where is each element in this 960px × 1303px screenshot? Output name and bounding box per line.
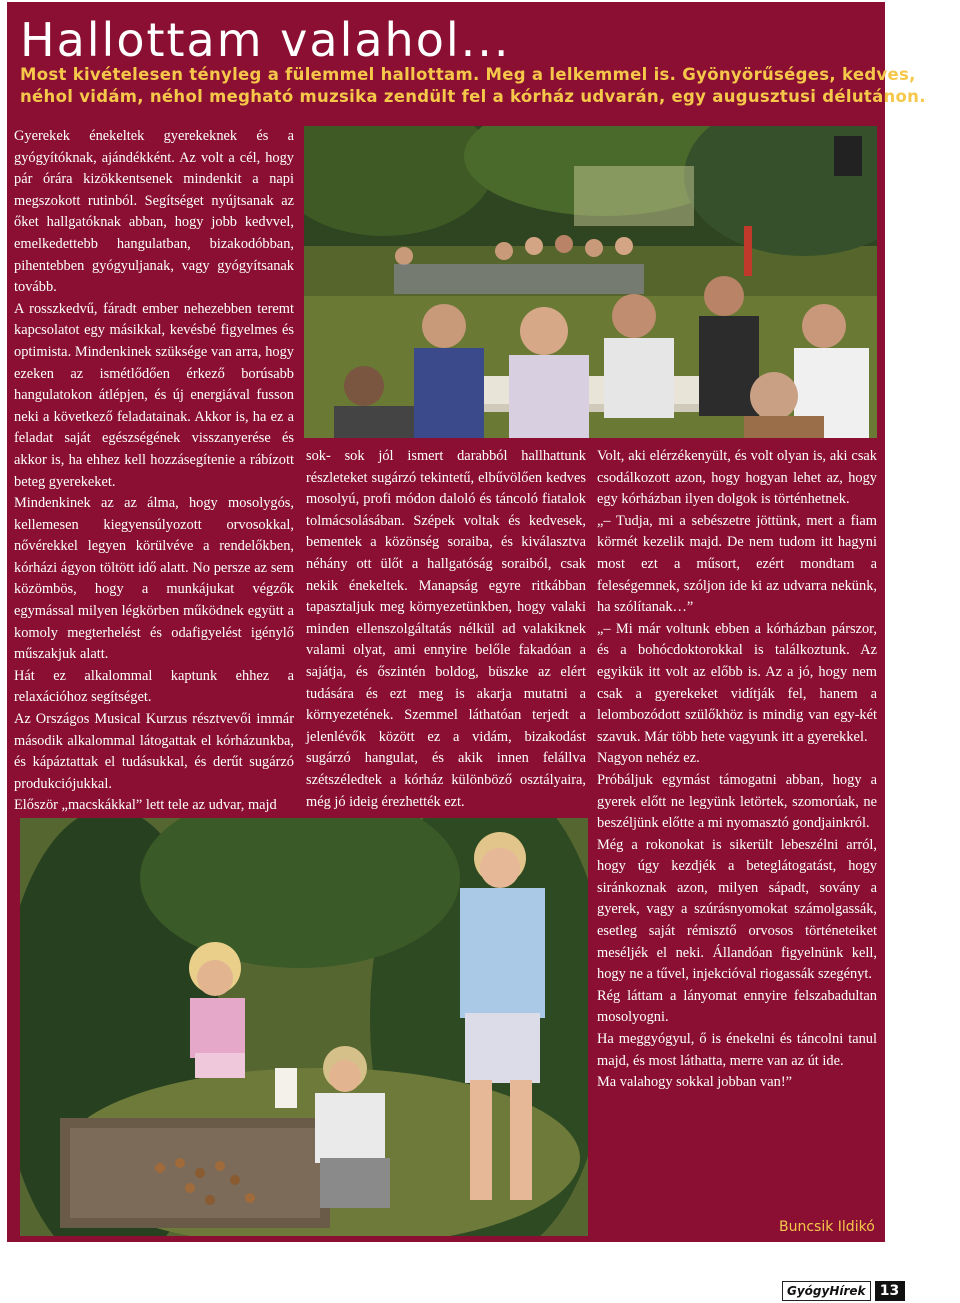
paragraph: Rég láttam a lányomat ennyire felszabadultan mosolyogni. — [597, 987, 877, 1026]
author-byline: Buncsik Ildikó — [779, 1219, 875, 1235]
paragraph: „– Mi már voltunk ebben a kórházban párszor, és a bohócdoktorokkal is találkoztunk. Az egyikük itt volt az előbb is. Az a jó, hogy nem csak a gyerekeket vidítják fel, hanem a lelombozódott szülőkhöz is mindig van egy-két szavuk. Már több hete vagyunk itt a gyerekkel. — [597, 620, 877, 745]
text-column-3 — [597, 446, 877, 1094]
page-number: 13 — [875, 1281, 905, 1301]
article-title: Hallottam valahol... — [20, 13, 511, 67]
paragraph: sok- sok jól ismert darabból hallhattunk részleteket sugárzó tekintetű, elbűvölően kedves mosolyú, profi módon daloló és táncoló fiatalok tolmácsolásában. Szépek voltak és kedvesek, bementek a közönség soraiba, és kiválasztva néhány ott ülőt a hallgatóság soraiból, csak nekik énekeltek. Manapság egyre ritkábban tapasztaljuk meg környezetünkben, hogy valaki minden ellenszolgáltatás nélkül ad valakiknek valami olyat, ami ennyire belőle fakadóan a sajátja, és őszintén boldog, büszke az elért tudására és ezt meg is akarja mutatni a környezetének. Szemmel láthatóan terjedt a jelenlévők között ez a vidám, bizakodást sugárzó hangulat, és akik innen felállva szétszéledtek a kórház különböző osztályaira, még jó ideig érezhették ezt. — [306, 448, 586, 810]
paragraph: A rosszkedvű, fáradt ember nehezebben teremt kapcsolatot egy másikkal, kevésbé figyelmes és optimista. Mindenkinek szüksége van arra, hogy ezeken az ismétlődően érkező borúsabb hangulatokon átlépjen, és új energiával fusson neki a következő feladatainak. Akkor is, ha ez a feladat saját egészségének visszanyerése és akkor is, ha ehhez kell hozzásegítenie a rábízott beteg gyerekeket. — [14, 300, 294, 490]
paragraph: Hát ez alkalommal kaptunk ehhez a relaxációhoz segítséget. — [14, 667, 294, 706]
paragraph: Mindenkinek az az álma, hogy mosolygós, kellemesen kiegyensúlyozott orvosokkal, nővérekkel legyen körülvéve a rendelőkben, kórházi ágyon töltött idő alatt. No persze az sem közömbös, hogy a munkájukat végzők egymással milyen légkörben működnek együtt a komoly megterhelést és odafigyelést igénylő műszakjuk alatt. — [14, 495, 294, 663]
lead-line-1: Most kivételesen tényleg a fülemmel hallottam. Meg a lelkemmel is. Gyönyörűséges, kedves, — [20, 65, 916, 84]
paragraph: Volt, aki elérzékenyült, és volt olyan is, aki csak csodálkozott azon, hogy hogyan lehet az, hogy egy kórházban ilyen dolgok is történhetnek. — [597, 448, 877, 508]
paragraph: Nagyon nehéz ez. — [597, 750, 700, 767]
text-column-1 — [14, 126, 294, 817]
paragraph: Ma valahogy sokkal jobban van!” — [597, 1074, 793, 1091]
paragraph: Próbáljuk egymást támogatni abban, hogy a gyerek előtt ne legyünk letörtek, szomorúak, ne beszéljünk előtte a mi nyomasztó gondjainkról. — [597, 771, 877, 832]
paragraph: Ha meggyógyul, ő is énekelni és táncolni tanul majd, és most láthatta, merre van az út ide. — [597, 1031, 877, 1069]
magazine-logo: GyógyHírek — [782, 1281, 871, 1301]
paragraph: Gyerekek énekeltek gyerekeknek és a gyógyítóknak, ajándékként. Az volt a cél, hogy pár órára kizökkentsenek mindenkit a napi megszokott rutinból. Segítséget nyújtsanak az őket hallgatóknak abban, hogy jobb kedvvel, emelkedettebb hangulatban, bizakodóbban, pihentebben gyógyuljanak, vagy gyógyítsanak tovább. — [14, 128, 294, 296]
paragraph: Először „macskákkal” lett tele az udvar, majd — [14, 797, 277, 814]
text-column-2 — [306, 446, 586, 813]
page-footer — [782, 1281, 905, 1301]
paragraph: Még a rokonokat is sikerült lebeszélni arról, hogy úgy kezdjék a beteglátogatást, hogy siránkoznak azon, milyen sápadt, sovány a gyerek, vagy a szúrásnyomokat számolgassák, esetleg saját rémisztő orvosos történeteiket meséljék el neki. Állandóan figyelnünk kell, hogy ne a tűvel, injekcióval riogassák szegényt. — [597, 836, 877, 983]
article-lead — [20, 64, 926, 108]
lead-line-2: néhol vidám, néhol megható muzsika zendült fel a kórház udvarán, egy augusztusi délutánon. — [20, 87, 926, 106]
paragraph: Az Országos Musical Kurzus résztvevői immár második alkalommal látogattak el kórházunkba, és kápáztattak el tudásukkal, és derűt sugárzó produkciójukkal. — [14, 711, 294, 792]
paragraph: „– Tudja, mi a sebészetre jöttünk, mert a fiam körmét kezelik majd. De nem tudom itt hagyni most ezt a műsort, ezért mondtam a feleségemnek, szóljon ide ki az udvarra nekünk, ha szólítanak…” — [597, 512, 877, 616]
children-playing-photo — [20, 818, 588, 1236]
concert-audience-photo — [304, 126, 877, 438]
